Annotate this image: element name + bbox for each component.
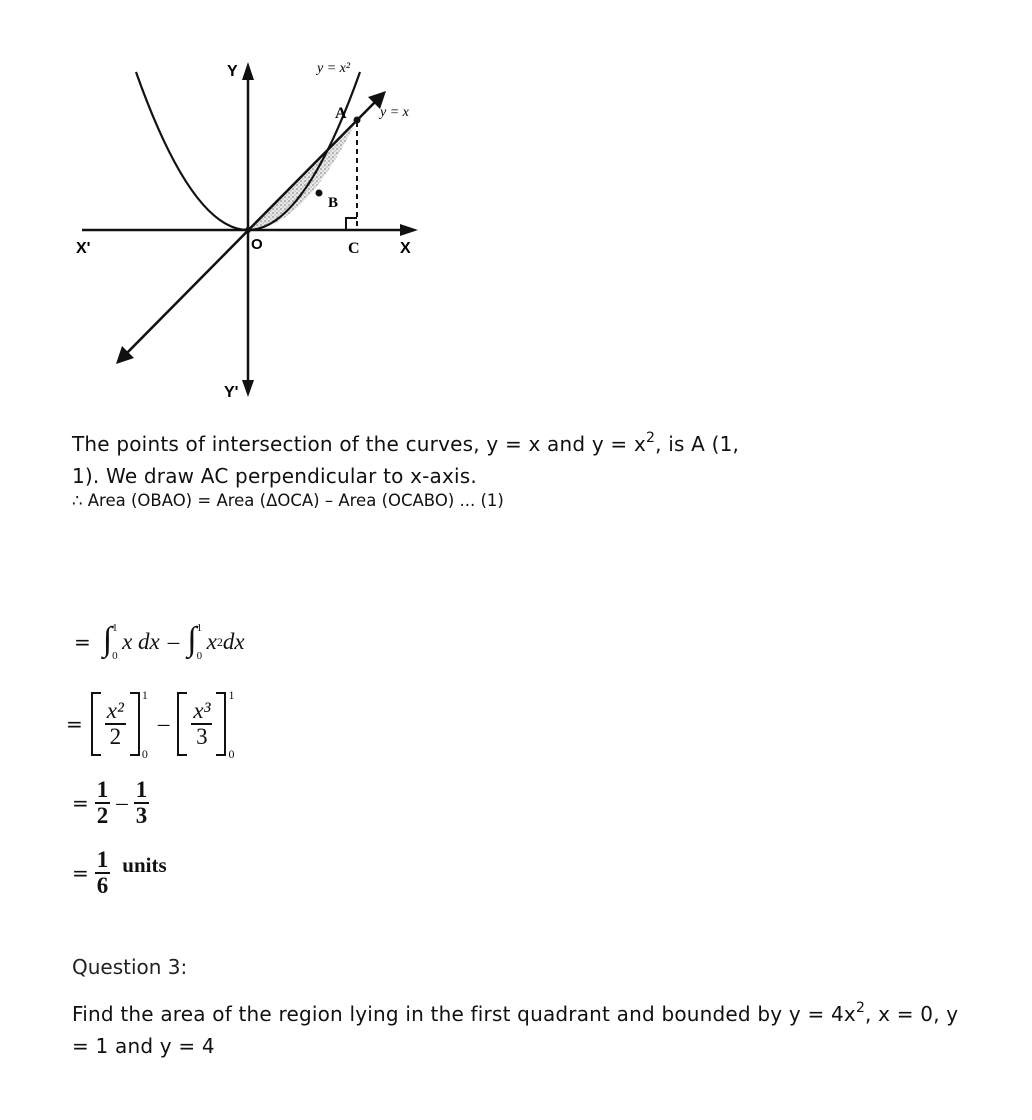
paragraph-line-1: The points of intersection of the curves, y = x and $y = x^2$, is A (1,	[72, 430, 740, 456]
question-line-1: Find the area of the region lying in the first quadrant and bounded by $y = 4x^2$, x = 0, y	[72, 1000, 959, 1026]
label-c: C	[348, 240, 360, 257]
bracket-right-1	[130, 692, 140, 756]
point-a	[354, 117, 361, 124]
label-y: Y	[227, 63, 238, 80]
integral-sign-2: ∫	[187, 621, 197, 658]
intersection-paragraph	[72, 428, 972, 492]
fraction-one-third: $\frac{1}{3}$	[135, 777, 148, 828]
area-relation-line: ∴ Area (OBAO) = Area (ΔOCA) – Area (OCABO) ... (1)	[72, 491, 504, 510]
integral-sign-1: ∫	[102, 621, 113, 658]
bracket-right-2	[216, 692, 226, 756]
label-b: B	[328, 195, 339, 211]
label-x-prime: X'	[76, 240, 91, 257]
label-x: X	[400, 240, 411, 257]
bracket-left-2	[177, 692, 187, 756]
fraction-one-half: $\frac{1}{2}$	[96, 777, 109, 828]
label-o: O	[251, 236, 263, 253]
paragraph-line-2: 1). We draw AC perpendicular to x-axis.	[72, 464, 477, 488]
question-line-2: = 1 and y = 4	[72, 1034, 215, 1058]
x-axis-right-arrow	[400, 224, 418, 236]
fraction-x3-over-3: $\frac{\text{x³}}{3}$	[193, 698, 211, 749]
question-text	[72, 998, 1012, 1062]
math-step-integrals: = ∫ 1 0 x dx – ∫ 1 0 x 2 dx	[74, 621, 245, 662]
area-figure	[60, 40, 440, 410]
label-parabola: y = x²	[317, 61, 351, 76]
y-axis-up-arrow	[242, 62, 254, 80]
label-y-prime: Y'	[224, 384, 239, 401]
right-angle-mark	[346, 218, 357, 230]
math-step-evaluation: = $\frac{\text{x²}}{2}$ 1 0 – $\frac{\text{x³}}{3}$ 1 0	[66, 688, 235, 761]
y-axis-down-arrow	[242, 380, 254, 397]
point-o	[245, 227, 251, 233]
fraction-one-sixth: $\frac{1}{6}$	[96, 847, 109, 898]
math-step-result: = $\frac{1}{6}$ units	[72, 847, 167, 898]
bracket-left-1	[91, 692, 101, 756]
fraction-x2-over-2: $\frac{\text{x²}}{2}$	[106, 698, 124, 749]
label-a: A	[335, 105, 347, 122]
math-step-difference: = $\frac{1}{2}$ – $\frac{1}{3}$	[72, 777, 148, 828]
question-heading: Question 3:	[72, 955, 188, 979]
label-line: y = x	[380, 105, 409, 120]
point-b	[316, 190, 323, 197]
units-label: units	[122, 852, 167, 877]
